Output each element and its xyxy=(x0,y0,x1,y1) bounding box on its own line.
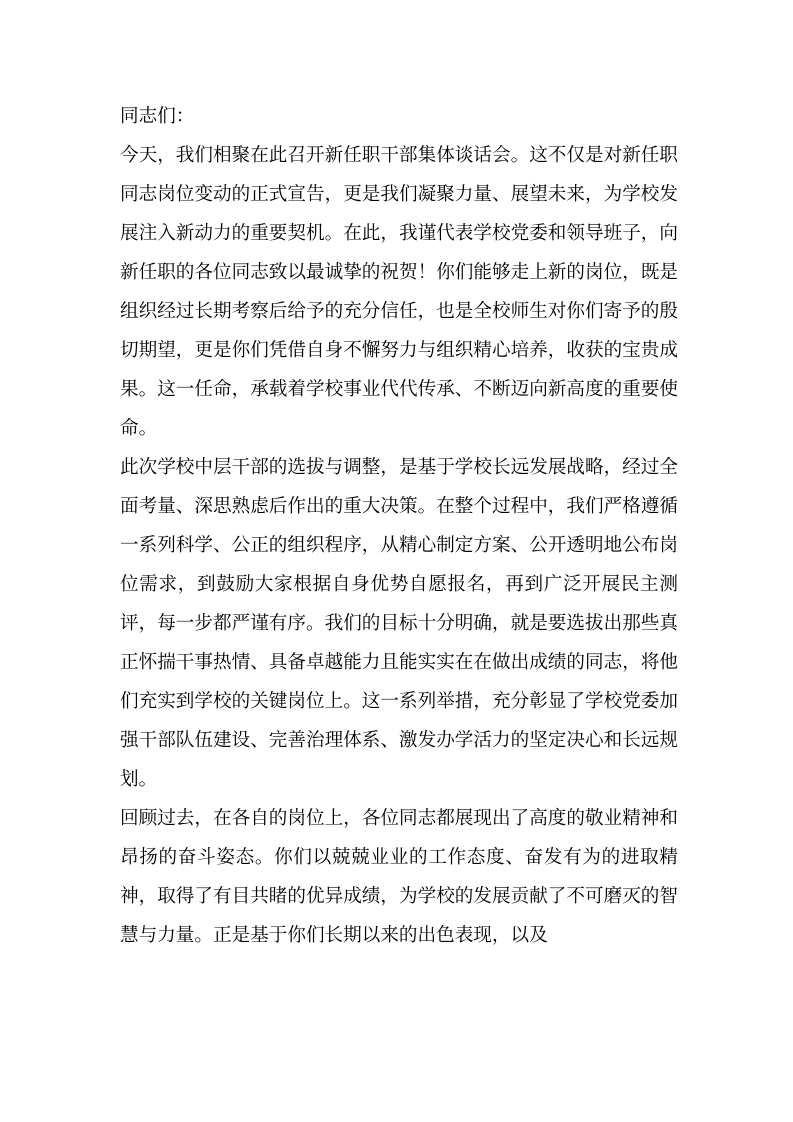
paragraph-3: 回顾过去，在各自的岗位上，各位同志都展现出了高度的敬业精神和昂扬的奋斗姿态。你们以兢兢业业的工作态度、奋发有为的进取精神，取得了有目共睹的优异成绩，为学校的发展贡献了不可磨灭的智慧与力量。正是基于你们长期以来的出色表现，以及 xyxy=(120,808,678,946)
salutation: 同志们： xyxy=(120,106,195,127)
paragraph-1: 今天，我们相聚在此召开新任职干部集体谈话会。这不仅是对新任职同志岗位变动的正式宣告，更是我们凝聚力量、展望未来，为学校发展注入新动力的重要契机。在此，我谨代表学校党委和领导班子，向新任职的各位同志致以最诚挚的祝贺！你们能够走上新的岗位，既是组织经过长期考察后给予的充分信任，也是全校师生对你们寄予的殷切期望，更是你们凭借自身不懈努力与组织精心培养，收获的宝贵成果。这一任命，承载着学校事业代代传承、不断迈向新高度的重要使命。 xyxy=(120,145,678,439)
document-body xyxy=(120,97,678,955)
paragraph-2: 此次学校中层干部的选拔与调整，是基于学校长远发展战略，经过全面考量、深思熟虑后作出的重大决策。在整个过程中，我们严格遵循一系列科学、公正的组织程序，从精心制定方案、公开透明地公布岗位需求，到鼓励大家根据自身优势自愿报名，再到广泛开展民主测评，每一步都严谨有序。我们的目标十分明确，就是要选拔出那些真正怀揣干事热情、具备卓越能力且能实实在在做出成绩的同志，将他们充实到学校的关键岗位上。这一系列举措，充分彰显了学校党委加强干部队伍建设、完善治理体系、激发办学活力的坚定决心和长远规划。 xyxy=(120,457,678,790)
